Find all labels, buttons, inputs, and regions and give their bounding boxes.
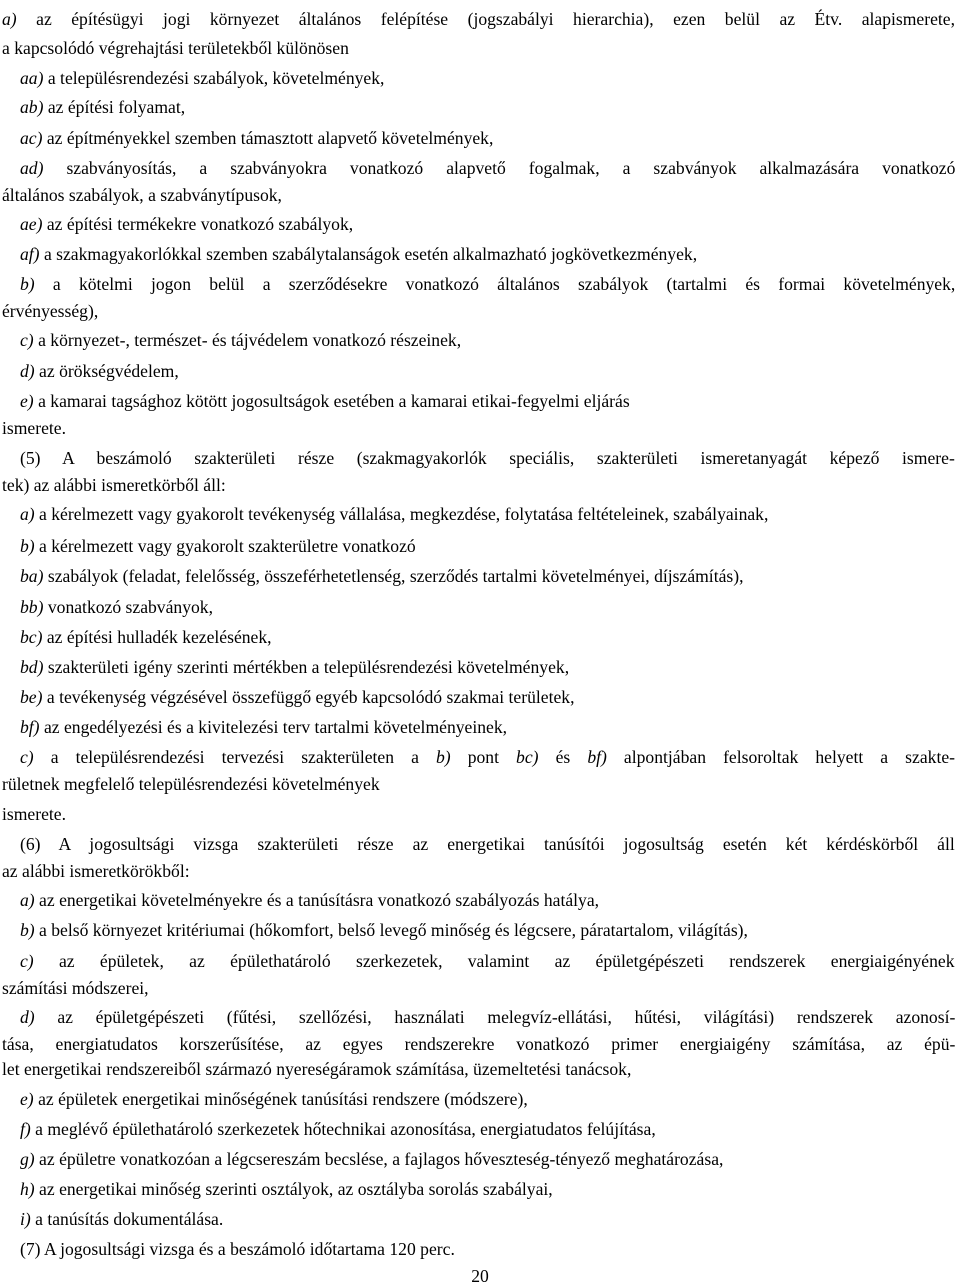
line-text: az épületek energetikai minőségének tanúsítási rendszere (módszere),: [33, 1089, 528, 1109]
item-label: d): [20, 1007, 35, 1027]
text-line: [2, 977, 149, 999]
text-line: [20, 596, 213, 618]
text-line: [20, 656, 569, 678]
item-label: ac): [20, 128, 43, 148]
text-line: [2, 773, 380, 795]
line-text: pont: [450, 747, 517, 767]
text-line: [20, 67, 384, 89]
text-line: [20, 157, 955, 179]
line-text: ismerete.: [2, 418, 66, 438]
text-line: [2, 417, 66, 439]
text-line: [20, 1088, 528, 1110]
line-text: a meglévő épülethatároló szerkezetek hőtechnikai azonosítása, energiatudatos felújítása,: [30, 1119, 656, 1139]
text-line: [20, 686, 574, 708]
text-line: [2, 300, 98, 322]
line-text: a kapcsolódó végrehajtási területekből különösen: [2, 38, 349, 58]
line-text: az energetikai minőség szerinti osztályok, az osztályba sorolás szabályai,: [34, 1179, 553, 1199]
line-text: az örökségvédelem,: [34, 361, 179, 381]
text-line: [20, 716, 507, 738]
item-label: d): [20, 361, 35, 381]
item-label: a): [2, 9, 17, 29]
line-text: ismerete.: [2, 804, 66, 824]
line-text: a környezet-, természet- és tájvédelem vonatkozó részeinek,: [33, 330, 462, 350]
line-text: vonatkozó szabványok,: [43, 597, 213, 617]
line-text: az energetikai követelményekre és a tanúsításra vonatkozó szabályozás hatálya,: [34, 890, 600, 910]
page-number: 20: [471, 1266, 489, 1286]
item-label: a): [20, 890, 35, 910]
item-label: bb): [20, 597, 44, 617]
item-label: c): [20, 951, 34, 971]
item-label: e): [20, 1089, 34, 1109]
line-text: a szakmagyakorlókkal szemben szabálytalanságok esetén alkalmazható jogkövetkezmények,: [39, 244, 698, 264]
line-text: a tevékenység végzésével összefüggő egyéb kapcsolódó szakmai területek,: [42, 687, 575, 707]
item-label: af): [20, 244, 40, 264]
text-line: [20, 127, 493, 149]
item-label: aa): [20, 68, 44, 88]
item-label: a): [20, 504, 35, 524]
text-line: [20, 360, 179, 382]
text-line: [20, 626, 272, 648]
text-line: [20, 1006, 955, 1028]
line-text: szakterületi igény szerinti mértékben a településrendezési követelmények,: [43, 657, 570, 677]
text-line: [20, 1148, 723, 1170]
line-text: az építésügyi jogi környezet általános felépítése (jogszabályi hierarchia), ezen belül az Étv. alapismerete,: [16, 9, 956, 29]
line-text: a kérelmezett vagy gyakorolt tevékenység vállalása, megkezdése, folytatása feltételeinek, szabályainak,: [34, 504, 769, 524]
line-text: az épületgépészeti (fűtési, szellőzési, használati melegvíz-ellátási, hűtési, világítási) rendszerek azonosí-: [34, 1007, 956, 1027]
item-label: b): [20, 274, 35, 294]
line-text: általános szabályok, a szabványtípusok,: [2, 185, 282, 205]
line-text: az építési termékekre vonatkozó szabályok,: [42, 214, 354, 234]
line-text: a belső környezet kritériumai (hőkomfort, belső levegő minőség és légcsere, páratartalom, világítás),: [34, 920, 748, 940]
text-line: [20, 950, 955, 972]
line-text: számítási módszerei,: [2, 978, 149, 998]
line-text: (5) A beszámoló szakterületi része (szakmagyakorlók speciális, szakterületi ismeretanyagát képező ismere-: [20, 448, 955, 468]
text-line: [20, 1118, 656, 1140]
text-line: [20, 273, 955, 295]
item-label: b): [20, 920, 35, 940]
text-line: [20, 565, 744, 587]
line-text: a kérelmezett vagy gyakorolt szakterületre vonatkozó: [34, 536, 416, 556]
item-label: g): [20, 1149, 35, 1169]
text-line: [20, 213, 353, 235]
text-line: [2, 803, 66, 825]
line-text: let energetikai rendszereiből származó nyereségáramok számítása, üzemeltetési tanácsok,: [2, 1059, 632, 1079]
line-text: érvényesség),: [2, 301, 99, 321]
text-line: [2, 474, 226, 496]
line-text: alpontjában felsoroltak helyett a szakte-: [606, 747, 956, 767]
text-line: [20, 329, 461, 351]
line-text: rületnek megfelelő településrendezési követelmények: [2, 774, 380, 794]
line-text: (6) A jogosultsági vizsga szakterületi része az energetikai tanúsítói jogosultság esetén két kérdéskörből áll: [20, 834, 955, 854]
line-text: a kötelmi jogon belül a szerződésekre vonatkozó általános szabályok (tartalmi és formai követelmények,: [34, 274, 956, 294]
item-label: bc): [20, 627, 43, 647]
item-label: b): [435, 747, 451, 767]
text-line: [20, 1208, 223, 1230]
text-line: [20, 390, 630, 412]
text-line: [2, 1033, 955, 1055]
item-label: ba): [20, 566, 44, 586]
line-text: szabályok (feladat, felelősség, összeférhetetlenség, szerződés tartalmi követelményei, díjszámítás),: [43, 566, 744, 586]
text-line: [20, 1238, 455, 1260]
text-line: [2, 860, 190, 882]
text-line: [20, 919, 748, 941]
line-text: a településrendezési szabályok, követelmények,: [43, 68, 385, 88]
line-text: az alábbi ismeretkörökből:: [2, 861, 190, 881]
text-line: [20, 1178, 553, 1200]
item-label: c): [20, 330, 34, 350]
text-line: [20, 243, 697, 265]
line-text: és: [538, 747, 588, 767]
text-line: [20, 96, 185, 118]
item-label: h): [20, 1179, 35, 1199]
text-line: [20, 746, 955, 768]
line-text: (7) A jogosultsági vizsga és a beszámoló időtartama 120 perc.: [20, 1239, 455, 1259]
text-line: [2, 37, 349, 59]
line-text: tek) az alábbi ismeretkörből áll:: [2, 475, 226, 495]
line-text: az épületre vonatkozóan a légcsereszám becslése, a fajlagos hőveszteség-tényező meghatározása,: [34, 1149, 724, 1169]
item-label: b): [20, 536, 35, 556]
text-line: [20, 447, 955, 469]
line-text: az építési folyamat,: [43, 97, 186, 117]
text-line: [20, 535, 416, 557]
text-line: [20, 503, 768, 525]
line-text: tása, energiatudatos korszerűsítése, az egyes rendszerekre vonatkozó primer energiaigény számítása, az épü-: [2, 1034, 956, 1054]
item-label: ae): [20, 214, 43, 234]
line-text: az engedélyezési és a kivitelezési terv tartalmi követelményeinek,: [39, 717, 508, 737]
item-label: c): [20, 747, 34, 767]
line-text: a kamarai tagsághoz kötött jogosultságok esetében a kamarai etikai-fegyelmi eljárás: [33, 391, 630, 411]
item-label: bf): [587, 747, 607, 767]
item-label: bc): [516, 747, 539, 767]
line-text: a tanúsítás dokumentálása.: [30, 1209, 224, 1229]
item-label: ad): [20, 158, 44, 178]
item-label: be): [20, 687, 43, 707]
line-text: az építményekkel szemben támasztott alapvető követelmények,: [42, 128, 494, 148]
line-text: az építési hulladék kezelésének,: [42, 627, 272, 647]
item-label: ab): [20, 97, 44, 117]
text-line: [2, 184, 282, 206]
item-label: i): [20, 1209, 31, 1229]
text-line: [2, 8, 955, 30]
line-text: szabványosítás, a szabványokra vonatkozó alapvető fogalmak, a szabványok alkalmazására vonatkozó: [43, 158, 956, 178]
item-label: bf): [20, 717, 40, 737]
item-label: e): [20, 391, 34, 411]
line-text: az épületek, az épülethatároló szerkezetek, valamint az épületgépészeti rendszerek energiaigényének: [33, 951, 955, 971]
item-label: bd): [20, 657, 44, 677]
text-line: [20, 833, 955, 855]
item-label: f): [20, 1119, 31, 1139]
text-line: [2, 1058, 631, 1080]
line-text: a településrendezési tervezési szakterületen a: [33, 747, 436, 767]
text-line: [20, 889, 599, 911]
